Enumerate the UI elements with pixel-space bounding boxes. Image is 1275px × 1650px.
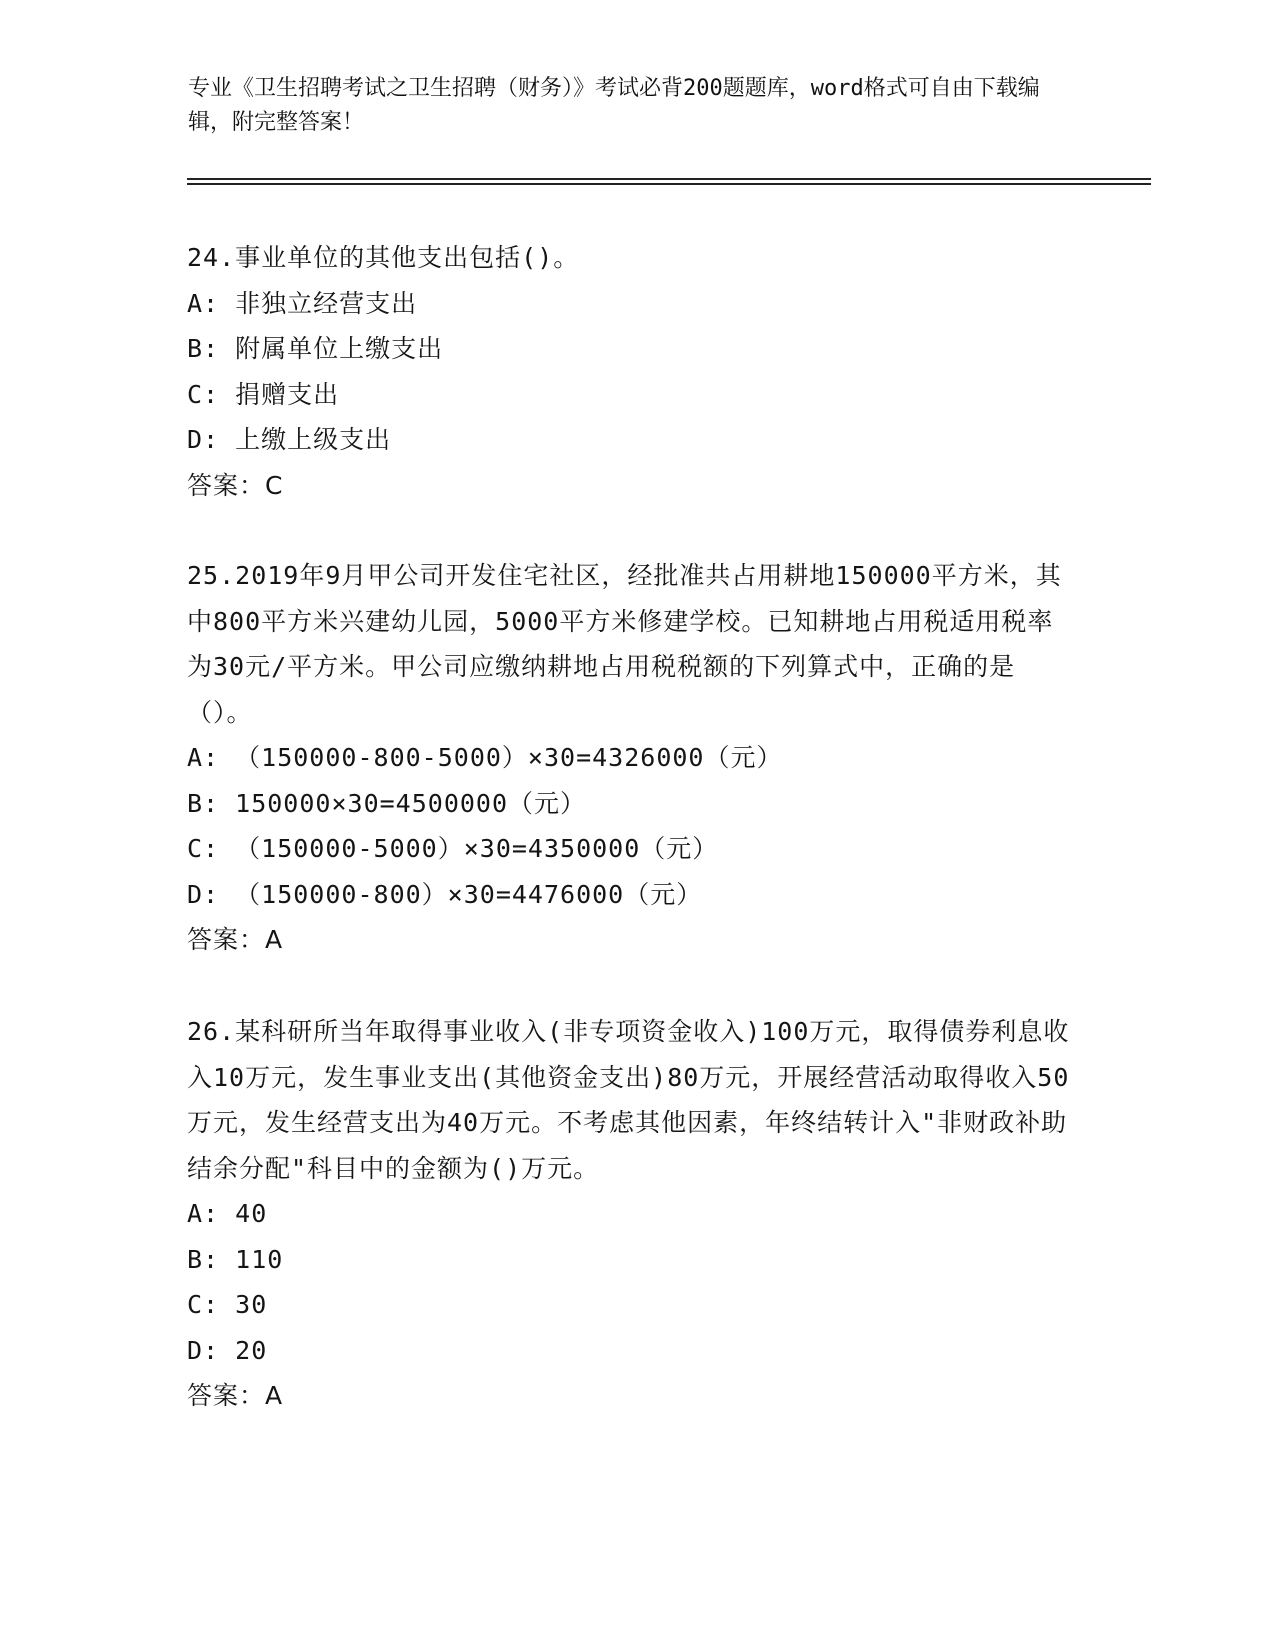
option-b: B: 110 <box>187 1244 284 1274</box>
question-stem: 24.事业单位的其他支出包括()。 <box>187 243 580 272</box>
question-25 <box>187 553 1077 963</box>
answer-line: 答案：C <box>187 470 284 500</box>
option-b: B: 附属单位上缴支出 <box>187 334 444 363</box>
page-header: 专业《卫生招聘考试之卫生招聘（财务）》考试必背200题题库，word格式可自由下载编辑，附完整答案！ <box>188 76 1040 135</box>
option-a: A: 非独立经营支出 <box>187 288 418 318</box>
question-26 <box>187 1009 1077 1419</box>
question-stem: 25.2019年9月甲公司开发住宅社区，经批准共占用耕地150000平方米，其中800平方米兴建幼儿园，5000平方米修建学校。已知耕地占用税适用税率为30元/平方米。甲公司应缴纳耕地占用税税额的下列算式中，正确的是（）。 <box>187 561 1062 727</box>
option-d: D: 上缴上级支出 <box>187 425 392 454</box>
option-d: D: 20 <box>187 1335 268 1365</box>
option-b: B: 150000×30=4500000（元） <box>187 788 587 818</box>
question-stem: 26.某科研所当年取得事业收入(非专项资金收入)100万元，取得债券利息收入10万元，发生事业支出(其他资金支出)80万元，开展经营活动取得收入50万元，发生经营支出为40万元。不考虑其他因素，年终结转计入"非财政补助结余分配"科目中的金额为()万元。 <box>187 1017 1070 1183</box>
option-c: C: （150000-5000）×30=4350000（元） <box>187 834 719 863</box>
option-c: C: 捐赠支出 <box>187 379 340 409</box>
option-a: A: （150000-800-5000）×30=4326000（元） <box>187 743 783 772</box>
header-divider-top <box>187 178 1151 180</box>
header-divider-bottom <box>187 183 1151 185</box>
option-a: A: 40 <box>187 1199 268 1228</box>
question-24 <box>187 235 1077 508</box>
option-d: D: （150000-800）×30=4476000（元） <box>187 879 703 909</box>
answer-line: 答案：A <box>187 925 284 954</box>
answer-line: 答案：A <box>187 1381 284 1410</box>
option-c: C: 30 <box>187 1290 268 1319</box>
